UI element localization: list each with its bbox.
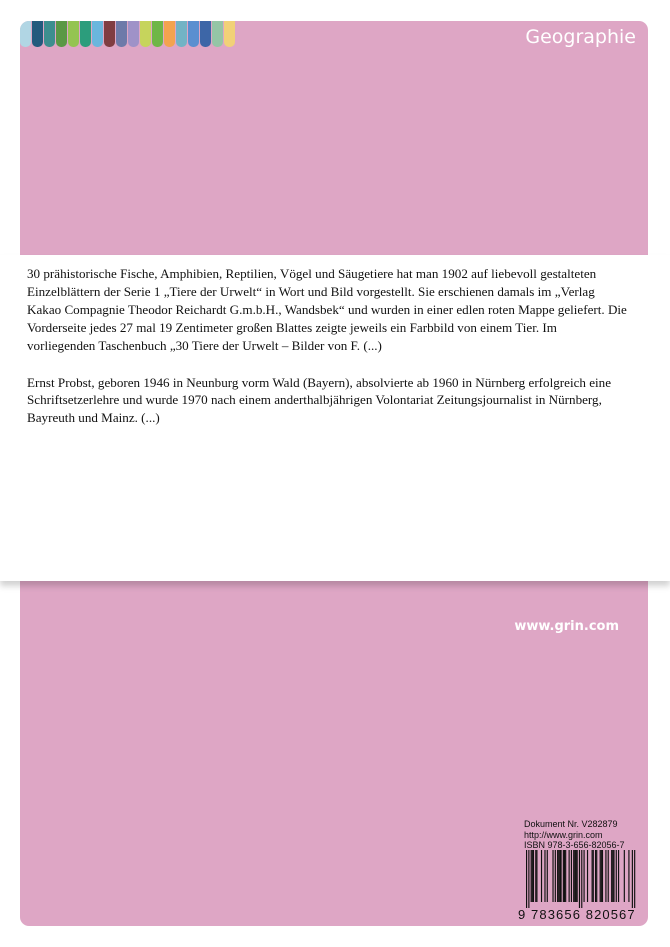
barcode-bar bbox=[579, 850, 580, 908]
barcode-bar bbox=[577, 850, 578, 902]
barcode-bar bbox=[533, 850, 534, 902]
barcode-bar bbox=[595, 850, 596, 902]
color-tab bbox=[224, 21, 235, 47]
barcode-bar bbox=[628, 850, 629, 902]
document-number: Dokument Nr. V282879 bbox=[524, 819, 618, 829]
barcode-bar bbox=[587, 850, 588, 902]
color-tab bbox=[176, 21, 187, 47]
barcode-bar bbox=[601, 850, 602, 902]
barcode-bar bbox=[558, 850, 559, 902]
barcode-bar bbox=[557, 850, 558, 902]
barcode bbox=[518, 850, 642, 908]
barcode-bar bbox=[541, 850, 542, 902]
document-url[interactable]: http://www.grin.com bbox=[524, 829, 603, 840]
barcode-bar bbox=[569, 850, 570, 902]
color-tab bbox=[152, 21, 163, 47]
color-tab bbox=[200, 21, 211, 47]
barcode-bar bbox=[611, 850, 612, 902]
description-paragraph: 30 prähistorische Fische, Amphibien, Reptilien, Vögel und Säugetiere hat man 1902 auf liebevoll gestalteten Einzelblättern der Serie 1 „Tiere der Urwelt“ in Wort und Bild vorgestellt. Sie erschienen damals im „Verlag Kakao Compagnie Theodor Reichardt G.m.b.H., Wandsbek“ und wurden in einer edlen roten Mappe geliefert. Die Vorderseite jedes 27 mal 19 Zentimeter großen Blattes zeigte jeweils ein Farbbild von einem Tier. Im vorliegenden Taschenbuch „30 Tiere der Urwelt – Bilder von F. (...) bbox=[27, 266, 627, 353]
category-label: Geographie bbox=[525, 26, 636, 48]
barcode-bar bbox=[547, 850, 548, 902]
barcode-bar bbox=[563, 850, 564, 902]
barcode-bar bbox=[596, 850, 597, 902]
barcode-bar bbox=[559, 850, 560, 902]
barcode-bar bbox=[531, 850, 532, 902]
color-tab bbox=[32, 21, 43, 47]
author-paragraph: Ernst Probst, geboren 1946 in Neunburg vorm Wald (Bayern), absolvierte ab 1960 in Nürnberg erfolgreich eine Schriftsetzerlehre und wurde 1970 nach einem anderthalbjährigen Volontariat Zeitungsjournalist in Nürnberg, Bayreuth und Mainz. (...) bbox=[27, 374, 612, 426]
color-tab bbox=[128, 21, 139, 47]
barcode-bar bbox=[555, 850, 556, 902]
barcode-bar bbox=[608, 850, 609, 902]
barcode-bar bbox=[536, 850, 537, 902]
barcode-bar bbox=[605, 850, 606, 902]
color-tab bbox=[104, 21, 115, 47]
barcode-bar bbox=[565, 850, 566, 902]
barcode-bar bbox=[634, 850, 635, 908]
color-tab bbox=[188, 21, 199, 47]
barcode-bar bbox=[532, 850, 533, 902]
color-tab bbox=[68, 21, 79, 47]
barcode-bar bbox=[624, 850, 625, 902]
barcode-bar bbox=[593, 850, 594, 902]
color-tab bbox=[140, 21, 151, 47]
color-tab bbox=[164, 21, 175, 47]
barcode-area bbox=[518, 850, 642, 922]
color-tab bbox=[44, 21, 55, 47]
barcode-digits: 9 783656 820567 bbox=[518, 907, 636, 922]
barcode-bar bbox=[592, 850, 593, 902]
isbn: ISBN 978-3-656-82056-7 bbox=[524, 840, 625, 851]
barcode-bar bbox=[575, 850, 576, 902]
color-tabs bbox=[20, 21, 236, 47]
barcode-bar bbox=[613, 850, 614, 902]
color-tab bbox=[116, 21, 127, 47]
barcode-bar bbox=[632, 850, 633, 908]
description-text bbox=[27, 265, 627, 427]
barcode-bar bbox=[600, 850, 601, 902]
barcode-bar bbox=[571, 850, 572, 902]
barcode-bar bbox=[564, 850, 565, 902]
color-tab bbox=[80, 21, 91, 47]
barcode-bar bbox=[528, 850, 529, 908]
barcode-bar bbox=[581, 850, 582, 908]
barcode-bar bbox=[612, 850, 613, 902]
barcode-bar bbox=[602, 850, 603, 902]
barcode-bar bbox=[561, 850, 562, 902]
barcode-bar bbox=[552, 850, 553, 902]
barcode-bar bbox=[544, 850, 545, 902]
color-tab bbox=[92, 21, 103, 47]
publisher-url[interactable]: www.grin.com bbox=[514, 619, 619, 634]
barcode-bar bbox=[573, 850, 574, 902]
barcode-bar bbox=[535, 850, 536, 902]
barcode-bar bbox=[618, 850, 619, 902]
color-tab bbox=[20, 21, 31, 47]
barcode-bar bbox=[584, 850, 585, 902]
barcode-bar bbox=[526, 850, 527, 908]
barcode-bar bbox=[616, 850, 617, 902]
color-tab bbox=[56, 21, 67, 47]
document-info bbox=[524, 819, 644, 851]
color-tab bbox=[212, 21, 223, 47]
barcode-bar bbox=[574, 850, 575, 902]
